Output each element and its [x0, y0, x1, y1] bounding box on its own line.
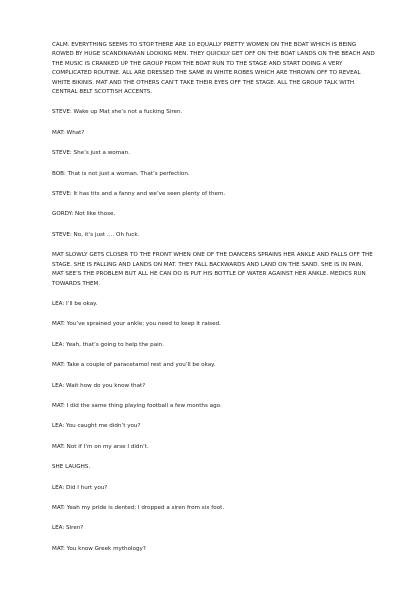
dialogue-line: LEA: Yeah, that’s going to help the pain.: [52, 341, 164, 348]
dialogue-line: MAT: Yeah my pride is dented; I dropped a siren from six foot.: [52, 504, 225, 511]
dialogue-line: MAT: Not if I’m on my arse I didn’t.: [52, 443, 149, 450]
dialogue-line: LEA: I’ll be okay.: [52, 300, 98, 307]
dialogue-line: LEA: Siren?: [52, 525, 84, 532]
dialogue-line: STEVE: She’s just a woman.: [52, 150, 130, 157]
dialogue-line: MAT: I did the same thing playing football a few months ago.: [52, 402, 222, 409]
dialogue-line: STEVE: Wake up Mat she’s not a fucking Siren.: [52, 109, 183, 116]
dialogue-line: MAT: You know Greek mythology?: [52, 545, 146, 552]
dialogue-line: GORDY: Not like those.: [52, 211, 116, 218]
dialogue-line: MAT: What?: [52, 129, 85, 136]
dialogue-line: MAT: You’ve sprained your ankle; you need to keep it raised.: [52, 321, 221, 328]
dialogue-line: MAT: Take a couple of paracetamol rest and you’ll be okay.: [52, 362, 216, 369]
stage-direction: MAT SLOWLY GETS CLOSER TO THE FRONT WHEN ONE OF THE DANCERS SPRAINS HER ANKLE AND FALLS OFF THE STAGE. SHE IS FALLING AND LANDS ON MAT. THEY FALL BACKWARDS AND LAND ON THE SAND. SHE IS IN PAIN. MAT SEE’S THE PROBLEM BUT ALL HE CAN DO IS PUT HIS BOTTLE OF WATER AGAINST HER ANKLE. MEDICS RUN TOWARDS THEM.: [52, 252, 373, 287]
stage-direction: CALM. EVERYTHING SEEMS TO STOP.THERE ARE 10 EQUALLY PRETTY WOMEN ON THE BOAT WHICH IS BEING ROWED BY HUGE SCANDINAVIAN LOOKING MEN. THEY QUICKLY GET OFF ON THE BOAT LANDS ON THE BEACH AND THE MUSIC IS CRANKED UP THE GROUP FROM THE BOAT RUN TO THE STAGE AND START DOING A VERY COMPLICATED ROUTINE. ALL ARE DRESSED THE SAME IN WHITE ROBES WHICH ARE THROWN OFF TO REVEAL WHITE BIKINIS. MAT AND THE OTHERS CAN’T TAKE THEIR EYES OFF THE STAGE. ALL THE GROUP TALK WITH CENTRAL BELT SCOTTISH ACCENTS.: [52, 42, 375, 96]
dialogue-line: BOB: That is not just a woman. That’s perfection.: [52, 170, 190, 177]
dialogue-line: LEA: Wait how do you know that?: [52, 382, 146, 389]
dialogue-line: LEA: You caught me didn’t you?: [52, 423, 141, 430]
stage-direction: SHE LAUGHS.: [52, 464, 91, 471]
dialogue-line: STEVE: No, it’s just …. Oh fuck.: [52, 231, 140, 238]
dialogue-line: STEVE: It has tits and a fanny and we’ve seen plenty of them.: [52, 191, 226, 198]
dialogue-line: LEA: Did I hurt you?: [52, 484, 108, 491]
